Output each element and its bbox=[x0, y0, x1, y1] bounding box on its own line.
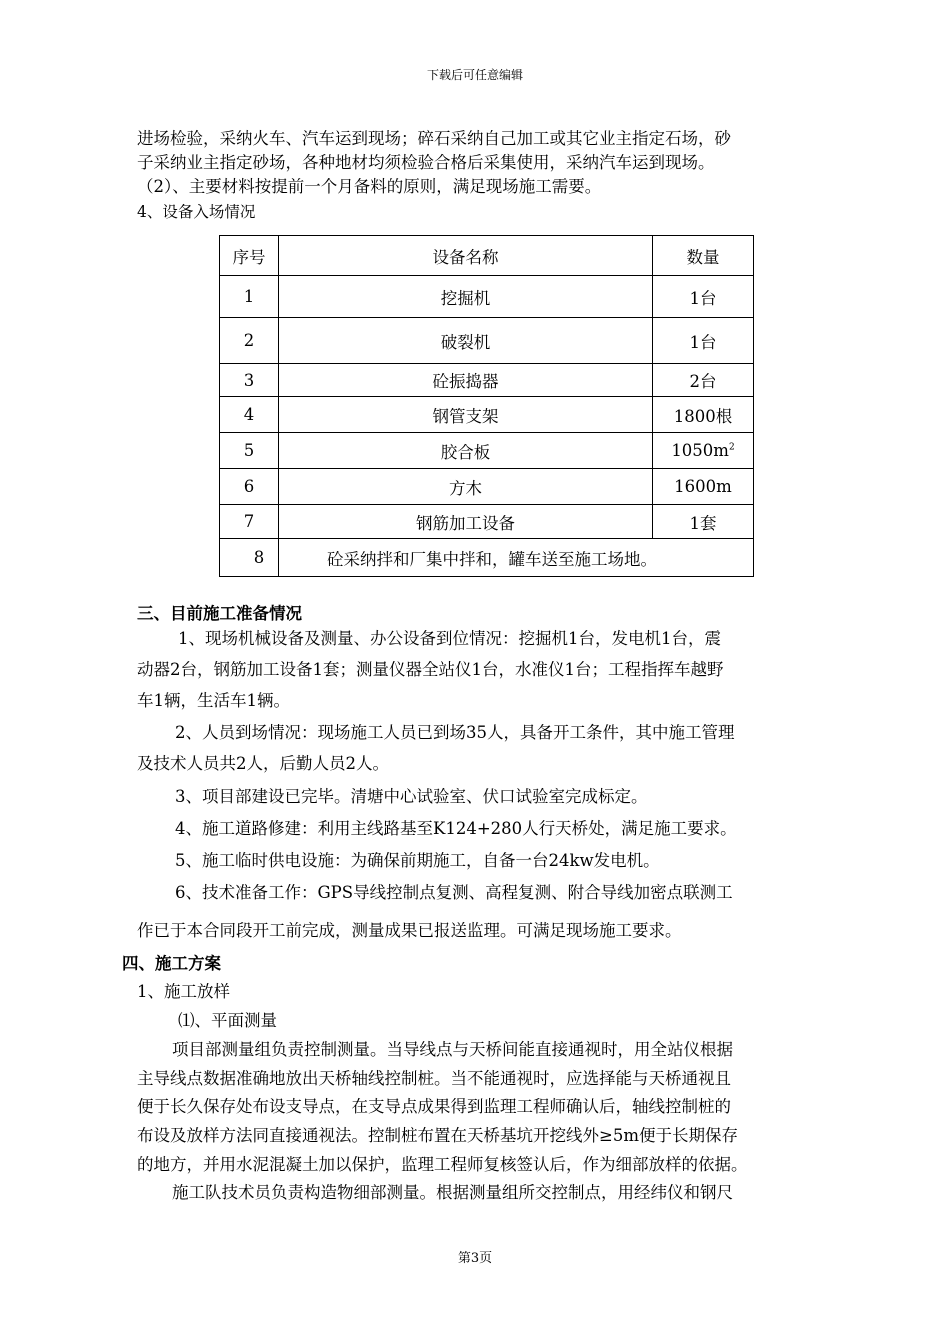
section3-p5: 5、施工临时供电设施：为确保前期施工，自备一台24kw发电机。 bbox=[175, 851, 660, 870]
section3-p1-line3: 车1辆，生活车1辆。 bbox=[137, 691, 290, 710]
row-qty: 1台 bbox=[653, 318, 754, 364]
section3-title: 三、目前施工准备情况 bbox=[137, 604, 302, 623]
row-name: 钢管支架 bbox=[279, 397, 653, 433]
row-no: 4 bbox=[220, 397, 279, 433]
row-no: 7 bbox=[220, 505, 279, 539]
page-header: 下载后可任意编辑 bbox=[426, 68, 523, 82]
row-qty-superscript: 2 bbox=[728, 442, 735, 453]
equipment-table bbox=[219, 235, 754, 577]
section4-sub1a: ⑴、平面测量 bbox=[178, 1011, 277, 1030]
row-no: 6 bbox=[220, 469, 279, 505]
row-name: 破裂机 bbox=[279, 318, 653, 364]
section4-p1-line3: 便于长久保存处布设支导点，在支导点成果得到监理工程师确认后，轴线控制桩的 bbox=[137, 1097, 731, 1116]
table-row bbox=[220, 539, 754, 577]
section4-sub1: 1、施工放样 bbox=[137, 982, 230, 1001]
intro-line-2: 子采纳业主指定砂场，各种地材均须检验合格后采集使用，采纳汽车运到现场。 bbox=[137, 153, 715, 172]
section3-p6-line1: 6、技术准备工作：GPS导线控制点复测、高程复测、附合导线加密点联测工 bbox=[175, 883, 733, 902]
row-name: 挖掘机 bbox=[279, 276, 653, 318]
row-name: 方木 bbox=[279, 469, 653, 505]
section3-p4: 4、施工道路修建：利用主线路基至K124+280人行天桥处，满足施工要求。 bbox=[175, 819, 737, 838]
equipment-heading: 4、设备入场情况 bbox=[137, 203, 256, 221]
section3-p6-line2: 作已于本合同段开工前完成，测量成果已报送监理。可满足现场施工要求。 bbox=[137, 921, 682, 940]
row-qty: 1600m bbox=[653, 469, 754, 505]
section4-p1-line2: 主导线点数据准确地放出天桥轴线控制桩。当不能通视时，应选择能与天桥通视且 bbox=[137, 1069, 731, 1088]
section4-p2-line1: 施工队技术员负责构造物细部测量。根据测量组所交控制点，用经纬仪和钢尺 bbox=[172, 1183, 733, 1202]
table-row bbox=[220, 318, 754, 364]
table-row bbox=[220, 276, 754, 318]
section3-p1-line1: 1、现场机械设备及测量、办公设备到位情况：挖掘机1台，发电机1台，震 bbox=[178, 629, 721, 648]
row-no: 3 bbox=[220, 364, 279, 397]
table-row bbox=[220, 364, 754, 397]
table-row bbox=[220, 397, 754, 433]
row-name: 钢筋加工设备 bbox=[279, 505, 653, 539]
table-row bbox=[220, 505, 754, 539]
intro-line-3: （2）、主要材料按提前一个月备料的原则，满足现场施工需要。 bbox=[137, 177, 602, 196]
table-row bbox=[220, 469, 754, 505]
row-qty-cell bbox=[653, 433, 754, 469]
section4-p1-line1: 项目部测量组负责控制测量。当导线点与天桥间能直接通视时，用全站仪根据 bbox=[172, 1040, 733, 1059]
header-no: 序号 bbox=[220, 236, 279, 276]
row-no: 1 bbox=[220, 276, 279, 318]
section3-p1-line2: 动器2台，钢筋加工设备1套；测量仪器全站仪1台，水准仪1台；工程指挥车越野 bbox=[137, 660, 724, 679]
section4-title: 四、施工方案 bbox=[122, 954, 221, 973]
page-number: 第3页 bbox=[457, 1251, 493, 1266]
intro-line-1: 进场检验，采纳火车、汽车运到现场；碎石采纳自己加工或其它业主指定石场，砂 bbox=[137, 129, 731, 148]
row-qty: 1050m bbox=[671, 441, 729, 460]
section3-p2-line2: 及技术人员共2人，后勤人员2人。 bbox=[137, 754, 389, 773]
row-qty: 1套 bbox=[653, 505, 754, 539]
section3-p2-line1: 2、人员到场情况：现场施工人员已到场35人，具备开工条件，其中施工管理 bbox=[175, 723, 735, 742]
row-no: 2 bbox=[220, 318, 279, 364]
row-no bbox=[220, 539, 279, 577]
header-name: 设备名称 bbox=[279, 236, 653, 276]
row-name: 胶合板 bbox=[279, 433, 653, 469]
row-name: 砼振捣器 bbox=[279, 364, 653, 397]
row-merged-text: 砼采纳拌和厂集中拌和，罐车送至施工场地。 bbox=[279, 539, 754, 577]
row-qty: 2台 bbox=[653, 364, 754, 397]
row-no: 5 bbox=[220, 433, 279, 469]
section3-p3: 3、项目部建设已完毕。清塘中心试验室、伏口试验室完成标定。 bbox=[175, 787, 648, 806]
section4-p1-line4: 布设及放样方法同直接通视法。控制桩布置在天桥基坑开挖线外≥5m便于长期保存 bbox=[137, 1126, 738, 1145]
section4-p1-line5: 的地方，并用水泥混凝土加以保护，监理工程师复核签认后，作为细部放样的依据。 bbox=[137, 1155, 748, 1174]
row-no-text: 8 bbox=[253, 548, 265, 567]
row-qty: 1800根 bbox=[653, 397, 754, 433]
table-row bbox=[220, 433, 754, 469]
header-qty: 数量 bbox=[653, 236, 754, 276]
row-qty: 1台 bbox=[653, 276, 754, 318]
table-header-row bbox=[220, 236, 754, 276]
